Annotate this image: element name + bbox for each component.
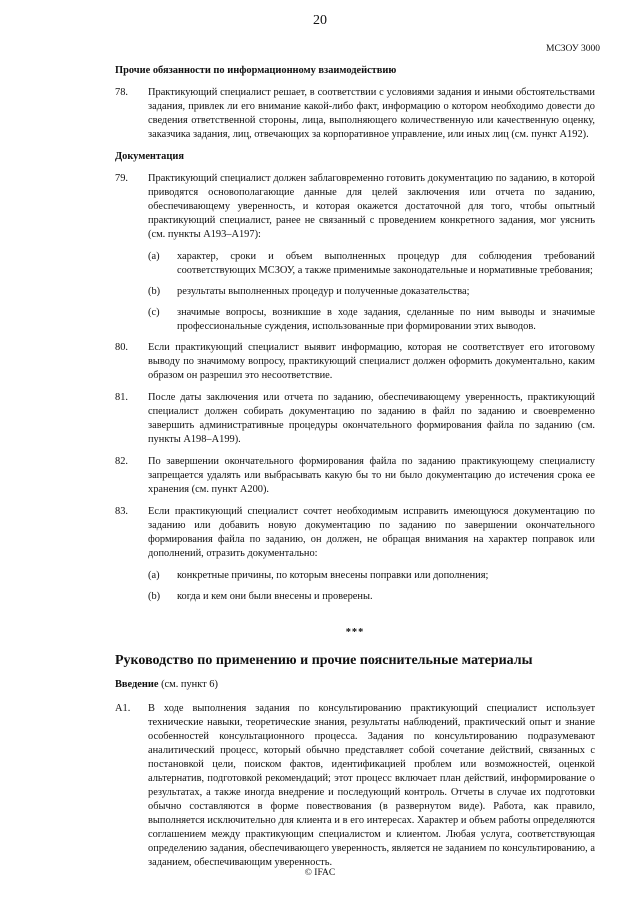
paragraph-83 bbox=[115, 505, 595, 561]
introduction-heading bbox=[115, 678, 595, 692]
subparagraph-79a bbox=[148, 250, 595, 278]
subparagraph-letter: (a) bbox=[148, 570, 160, 581]
subparagraph-79b bbox=[148, 285, 595, 299]
guidance-heading: Руководство по применению и прочие пояснительные материалы bbox=[115, 653, 533, 668]
documentation-heading: Документация bbox=[115, 151, 184, 162]
subparagraph-letter: (b) bbox=[148, 286, 161, 297]
paragraph-number: 78. bbox=[115, 87, 128, 98]
paragraph-number: 83. bbox=[115, 506, 128, 517]
introduction-reference: (см. пункт 6) bbox=[158, 679, 218, 690]
subparagraph-83b bbox=[148, 590, 595, 604]
copyright-footer: © IFAC bbox=[304, 868, 336, 878]
subparagraph-text: значимые вопросы, возникшие в ходе задания, сделанные по ним выводы и значимые профессиональные суждения, использованные при формировании этих выводов. bbox=[177, 307, 595, 332]
subparagraph-letter: (b) bbox=[148, 591, 161, 602]
paragraph-text: Если практикующий специалист сочтет необходимым исправить имеющуюся документацию по заданию или добавить новую документацию по заданию по завершении окончательного формирования файла по заданию, он должен, не обращая внимания на характер поправок или дополнений, отразить документально: bbox=[148, 506, 595, 559]
page-number: 20 bbox=[313, 13, 327, 28]
paragraph-number: 79. bbox=[115, 173, 128, 184]
subparagraph-79c bbox=[148, 306, 595, 334]
subparagraph-letter: (a) bbox=[148, 251, 160, 262]
paragraph-text: Если практикующий специалист выявит информацию, которая не соответствует его итоговому выводу по значимому вопросу, практикующий специалист должен оформить документально, каким образом он разрешил это несоответствие. bbox=[148, 342, 595, 381]
paragraph-text: В ходе выполнения задания по консультированию практикующий специалист использует технические навыки, теоретические знания, результаты наблюдений, практический опыт и знание особенностей консультационного процесса. Задания по консультированию подразумевают аналитический процесс, который обычно представляет собой сочетание действий, связанных с постановкой цели, поиском фактов, идентификацией проблем или возможностей, оценкой альтернатив, подготовкой рекомендаций; этот процесс включает план действий, информирование о результатах, а также иногда внедрение и последующий контроль. Отчеты в случае их подготовки обычно составляются в форме повествования (в развернутом виде). Работа, как правило, выполняется исключительно для клиента и в его интересах. Характер и объем работы определяются соглашением между практикующим специалистом и клиентом. Любая услуга, соответствующая определению задания, обеспечивающего уверенность, является не заданием по консультированию, а заданием, обеспечивающим уверенность. bbox=[148, 703, 595, 868]
document-code: МСЗОУ 3000 bbox=[546, 44, 600, 54]
paragraph-a1 bbox=[115, 702, 595, 870]
paragraph-text: Практикующий специалист решает, в соответствии с условиями задания и иными обстоятельствами задания, привлек ли его внимание какой-либо факт, информацию о котором необходимо довести до сведения ответственной стороны, лица, выполняющего количественную или качественную оценку, заказчика задания, лиц, отвечающих за корпоративное управление, или иных лиц (см. пункт A192). bbox=[148, 87, 595, 140]
paragraph-number: 80. bbox=[115, 342, 128, 353]
introduction-label: Введение bbox=[115, 679, 159, 690]
paragraph-number: 82. bbox=[115, 456, 128, 467]
subparagraph-text: когда и кем они были внесены и проверены. bbox=[177, 591, 373, 602]
paragraph-82 bbox=[115, 455, 595, 497]
paragraph-number: 81. bbox=[115, 392, 128, 403]
paragraph-78 bbox=[115, 86, 595, 142]
other-duties-heading: Прочие обязанности по информационному взаимодействию bbox=[115, 65, 397, 76]
paragraph-80 bbox=[115, 341, 595, 383]
section-separator: *** bbox=[345, 627, 365, 638]
subparagraph-text: результаты выполненных процедур и полученные доказательства; bbox=[177, 286, 470, 297]
paragraph-79 bbox=[115, 172, 595, 242]
paragraph-text: Практикующий специалист должен заблаговременно готовить документацию по заданию, в которой приводятся основополагающие данные для целей заключения или отчета по заданию, обеспечивающему уверенность, и которая окажется достаточной для того, чтобы опытный практикующий специалист, ранее не связанный с проведением конкретного задания, мог уяснить (см. пункты A193–A197): bbox=[148, 173, 595, 240]
subparagraph-text: конкретные причины, по которым внесены поправки или дополнения; bbox=[177, 570, 489, 581]
subparagraph-83a bbox=[148, 569, 595, 583]
subparagraph-text: характер, сроки и объем выполненных процедур для соблюдения требований соответствующих МСЗОУ, а также применимые законодательные и нормативные требования; bbox=[177, 251, 595, 276]
subparagraph-letter: (c) bbox=[148, 307, 160, 318]
paragraph-text: По завершении окончательного формирования файла по заданию практикующему специалисту запрещается удалять или выбрасывать какую бы то ни было документацию до истечения срока ее хранения (см. пункт A200). bbox=[148, 456, 595, 495]
page-content bbox=[115, 64, 595, 878]
paragraph-81 bbox=[115, 391, 595, 447]
paragraph-text: После даты заключения или отчета по заданию, обеспечивающему уверенность, практикующий специалист должен собирать документацию по заданию в файл по заданию и своевременно завершить административные процедуры окончательного формирования файла по заданию (см. пункты A198–A199). bbox=[148, 392, 595, 445]
paragraph-number: A1. bbox=[115, 703, 131, 714]
